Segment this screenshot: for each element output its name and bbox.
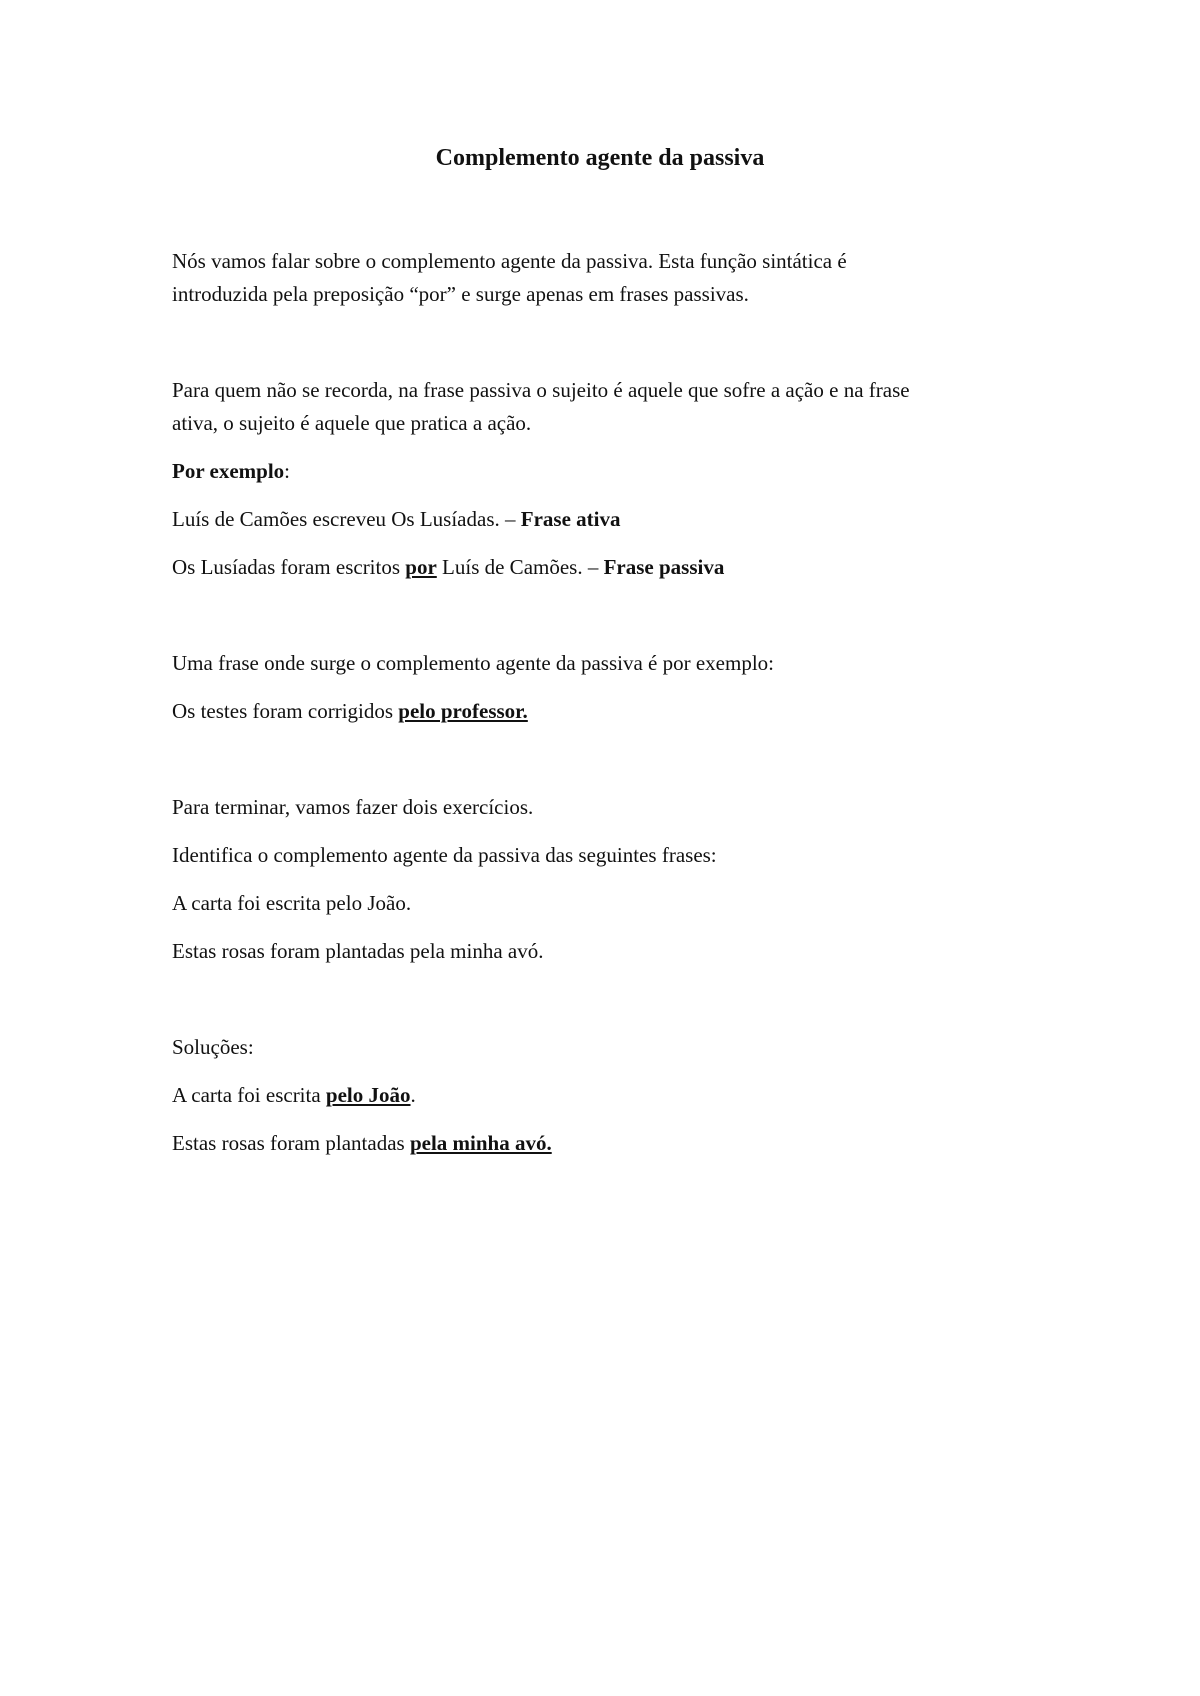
recall-line-1: Para quem não se recorda, na frase passiva o sujeito é aquele que sofre a ação e na frase (172, 378, 910, 402)
passive-sentence-post: Luís de Camões. – (436, 555, 604, 579)
document-title: Complemento agente da passiva (435, 145, 765, 171)
active-tag: Frase ativa (520, 507, 621, 531)
passive-por: por (405, 555, 437, 579)
agent-example-pre: Os testes foram corrigidos (172, 699, 399, 723)
exercises-instruction: Identifica o complemento agente da passiva das seguintes frases: (172, 843, 717, 867)
solution-2-agent: pela minha avó. (409, 1131, 552, 1155)
exercise-sentence-2: Estas rosas foram plantadas pela minha avó. (172, 939, 544, 963)
solution-1-agent: pelo João (325, 1083, 411, 1107)
solution-1 (172, 1081, 416, 1109)
intro-line-2: introduzida pela preposição “por” e surge apenas em frases passivas. (172, 282, 749, 306)
example-label-line (172, 457, 290, 485)
example-colon: : (284, 459, 291, 483)
active-sentence: Luís de Camões escreveu Os Lusíadas. – (172, 507, 521, 531)
solution-2 (172, 1129, 552, 1157)
passive-sentence-pre: Os Lusíadas foram escritos (172, 555, 406, 579)
solution-2-pre: Estas rosas foram plantadas (172, 1131, 410, 1155)
solution-1-post: . (410, 1083, 416, 1107)
exercise-sentence-1: A carta foi escrita pelo João. (172, 891, 412, 915)
active-example-line (172, 505, 620, 533)
recall-line-2: ativa, o sujeito é aquele que pratica a ação. (172, 411, 532, 435)
passive-example-line (172, 553, 724, 581)
solution-1-pre: A carta foi escrita (172, 1083, 326, 1107)
passive-tag: Frase passiva (603, 555, 725, 579)
agent-example-agent: pelo professor. (398, 699, 528, 723)
exercises-intro: Para terminar, vamos fazer dois exercícios. (172, 795, 534, 819)
agent-example-intro: Uma frase onde surge o complemento agente da passiva é por exemplo: (172, 651, 774, 675)
solutions-heading: Soluções: (172, 1035, 254, 1059)
example-label: Por exemplo (172, 459, 285, 483)
agent-example-line (172, 697, 528, 725)
intro-line-1: Nós vamos falar sobre o complemento agente da passiva. Esta função sintática é (172, 249, 847, 273)
